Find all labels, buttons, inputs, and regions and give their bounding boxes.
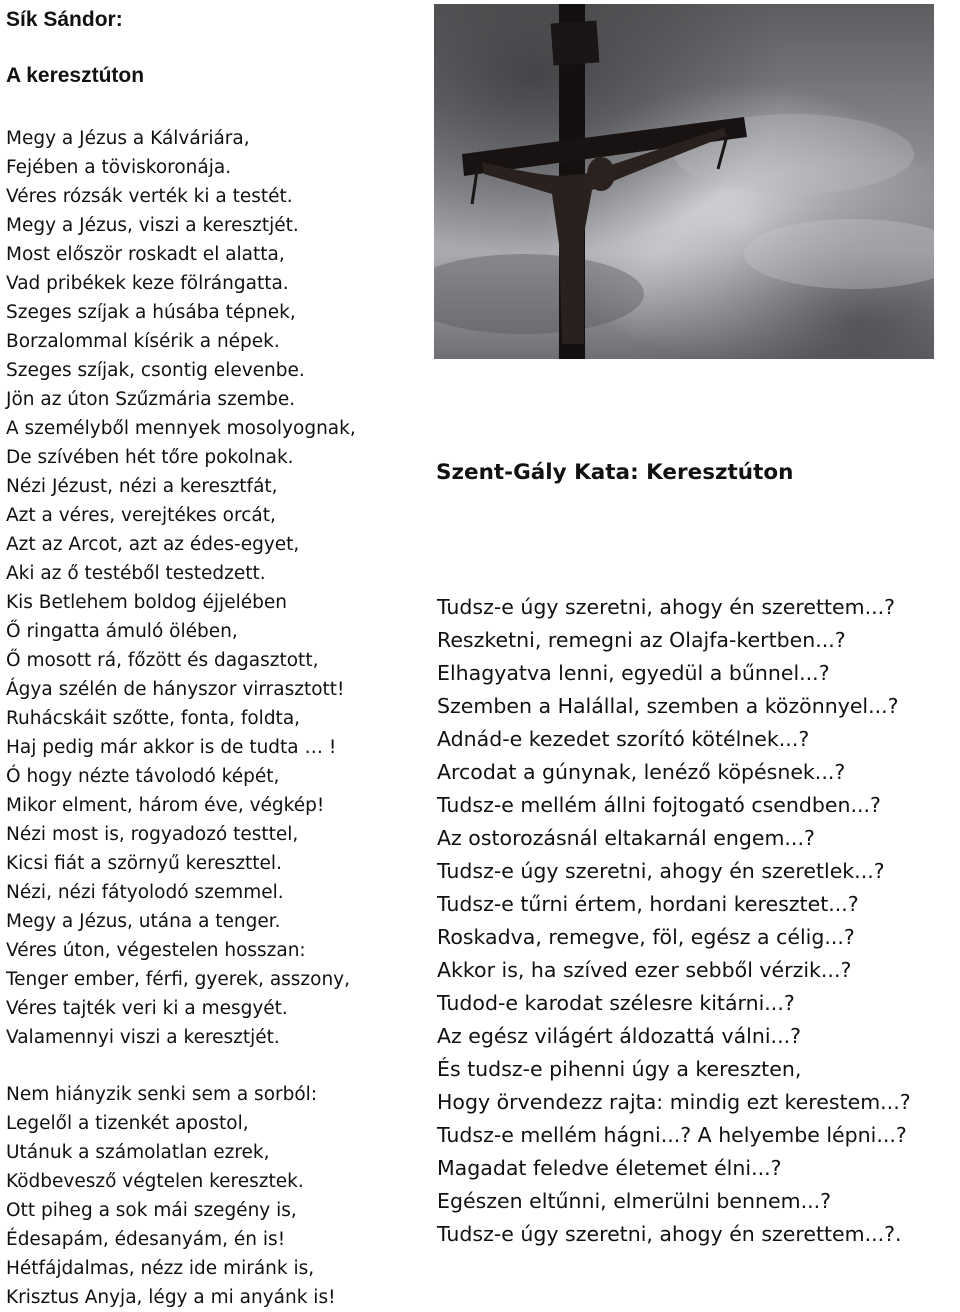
poem-line: Haj pedig már akkor is de tudta … ! [6, 737, 337, 758]
poem-line: Krisztus Anyja, légy a mi anyánk is! [6, 1287, 336, 1308]
poem-line: Ő mosott rá, főzött és dagasztott, [6, 650, 319, 671]
poem-line: Ruhácskáit szőtte, fonta, foldta, [6, 708, 301, 729]
poem1-stanza-1 [6, 124, 356, 1052]
poem1-stanza-2 [6, 1080, 336, 1312]
poem-line: Nézi most is, rogyadozó testtel, [6, 824, 299, 845]
poem1-author: Sík Sándor: [6, 8, 123, 31]
poem-line: Azt a véres, verejtékes orcát, [6, 505, 276, 526]
poem2-title: Szent-Gály Kata: Keresztúton [436, 460, 794, 485]
poem-line: Megy a Jézus, viszi a keresztjét. [6, 215, 299, 236]
poem-line: Véres tajték veri ki a mesgyét. [6, 998, 288, 1019]
poem-line: Jön az úton Szűzmária szembe. [6, 389, 296, 410]
poem-line: A személyből mennyek mosolyognak, [6, 418, 356, 439]
poem-line: Megy a Jézus, utána a tenger. [6, 911, 281, 932]
poem-line: Tudsz-e mellém állni fojtogató csendben...? [437, 793, 881, 817]
poem-line: Az ostorozásnál eltakarnál engem...? [437, 826, 815, 850]
poem-line: Ő ringatta ámuló ölében, [6, 621, 238, 642]
poem-line: És tudsz-e pihenni úgy a kereszten, [437, 1057, 802, 1081]
poem-line: Vad pribékek keze fölrángatta. [6, 273, 289, 294]
crucifix-photo [434, 4, 934, 359]
poem-line: Reszketni, remegni az Olajfa-kertben...? [437, 628, 846, 652]
poem-line: Szeges szíjak a húsába tépnek, [6, 302, 296, 323]
poem-line: Arcodat a gúnynak, lenéző köpésnek...? [437, 760, 846, 784]
poem-line: Kis Betlehem boldog éjjelében [6, 592, 287, 613]
poem-line: Ó hogy nézte távolodó képét, [6, 766, 280, 787]
poem-line: Tudod-e karodat szélesre kitárni...? [437, 991, 795, 1015]
poem-line: Szeges szíjak, csontig elevenbe. [6, 360, 305, 381]
poem-line: De szívében hét tőre pokolnak. [6, 447, 294, 468]
poem-line: Ágya szélén de hányszor virrasztott! [6, 679, 345, 700]
poem-line: Elhagyatva lenni, egyedül a bűnnel...? [437, 661, 830, 685]
poem-line: Tudsz-e úgy szeretni, ahogy én szerettem...?. [437, 1222, 902, 1246]
poem-line: Aki az ő testéből testedzett. [6, 563, 266, 584]
poem-line: Tudsz-e úgy szeretni, ahogy én szeretlek...? [437, 859, 885, 883]
poem-line: Tudsz-e úgy szeretni, ahogy én szerettem...? [437, 595, 896, 619]
poem-line: Magadat feledve életemet élni...? [437, 1156, 782, 1180]
poem-line: Mikor elment, három éve, végkép! [6, 795, 325, 816]
poem-line: Nézi Jézust, nézi a keresztfát, [6, 476, 278, 497]
poem-line: Véres rózsák verték ki a testét. [6, 186, 293, 207]
poem-line: Akkor is, ha szíved ezer sebből vérzik...? [437, 958, 852, 982]
poem-line: Tenger ember, férfi, gyerek, asszony, [6, 969, 351, 990]
poem-line: Most először roskadt el alatta, [6, 244, 285, 265]
poem-line: Borzalommal kísérik a népek. [6, 331, 280, 352]
poem-line: Ott piheg a sok mái szegény is, [6, 1200, 297, 1221]
poem-line: Valamennyi viszi a keresztjét. [6, 1027, 280, 1048]
poem-line: Hogy örvendezz rajta: mindig ezt kerestem...? [437, 1090, 911, 1114]
poem-line: Nézi, nézi fátyolodó szemmel. [6, 882, 284, 903]
poem-line: Egészen eltűnni, elmerülni bennem...? [437, 1189, 832, 1213]
poem-line: Édesapám, édesanyám, én is! [6, 1229, 286, 1250]
poem-line: Véres úton, végestelen hosszan: [6, 940, 306, 961]
poem-line: Megy a Jézus a Kálváriára, [6, 128, 250, 149]
poem-line: Hétfájdalmas, nézz ide miránk is, [6, 1258, 315, 1279]
poem-line: Tudsz-e mellém hágni...? A helyembe lépni...? [437, 1123, 907, 1147]
poem-line: Legelől a tizenkét apostol, [6, 1113, 249, 1134]
poem-line: Tudsz-e tűrni értem, hordani keresztet...? [437, 892, 859, 916]
poem-line: Kicsi fiát a szörnyű kereszttel. [6, 853, 282, 874]
poem-line: Nem hiányzik senki sem a sorból: [6, 1084, 318, 1105]
poem-line: Az egész világért áldozattá válni...? [437, 1024, 801, 1048]
poem-line: Azt az Arcot, azt az édes-egyet, [6, 534, 300, 555]
poem-line: Szemben a Halállal, szemben a közönnyel...? [437, 694, 899, 718]
poem-line: Roskadva, remegve, föl, egész a célig...? [437, 925, 855, 949]
poem-line: Adnád-e kezedet szorító kötélnek...? [437, 727, 810, 751]
poem1-title: A keresztúton [6, 64, 145, 87]
crucifix-icon [434, 4, 934, 359]
poem-line: Ködbevesző végtelen keresztek. [6, 1171, 304, 1192]
poem-line: Fejében a töviskoronája. [6, 157, 232, 178]
poem2-lines [437, 591, 911, 1251]
poem-line: Utánuk a számolatlan ezrek, [6, 1142, 270, 1163]
